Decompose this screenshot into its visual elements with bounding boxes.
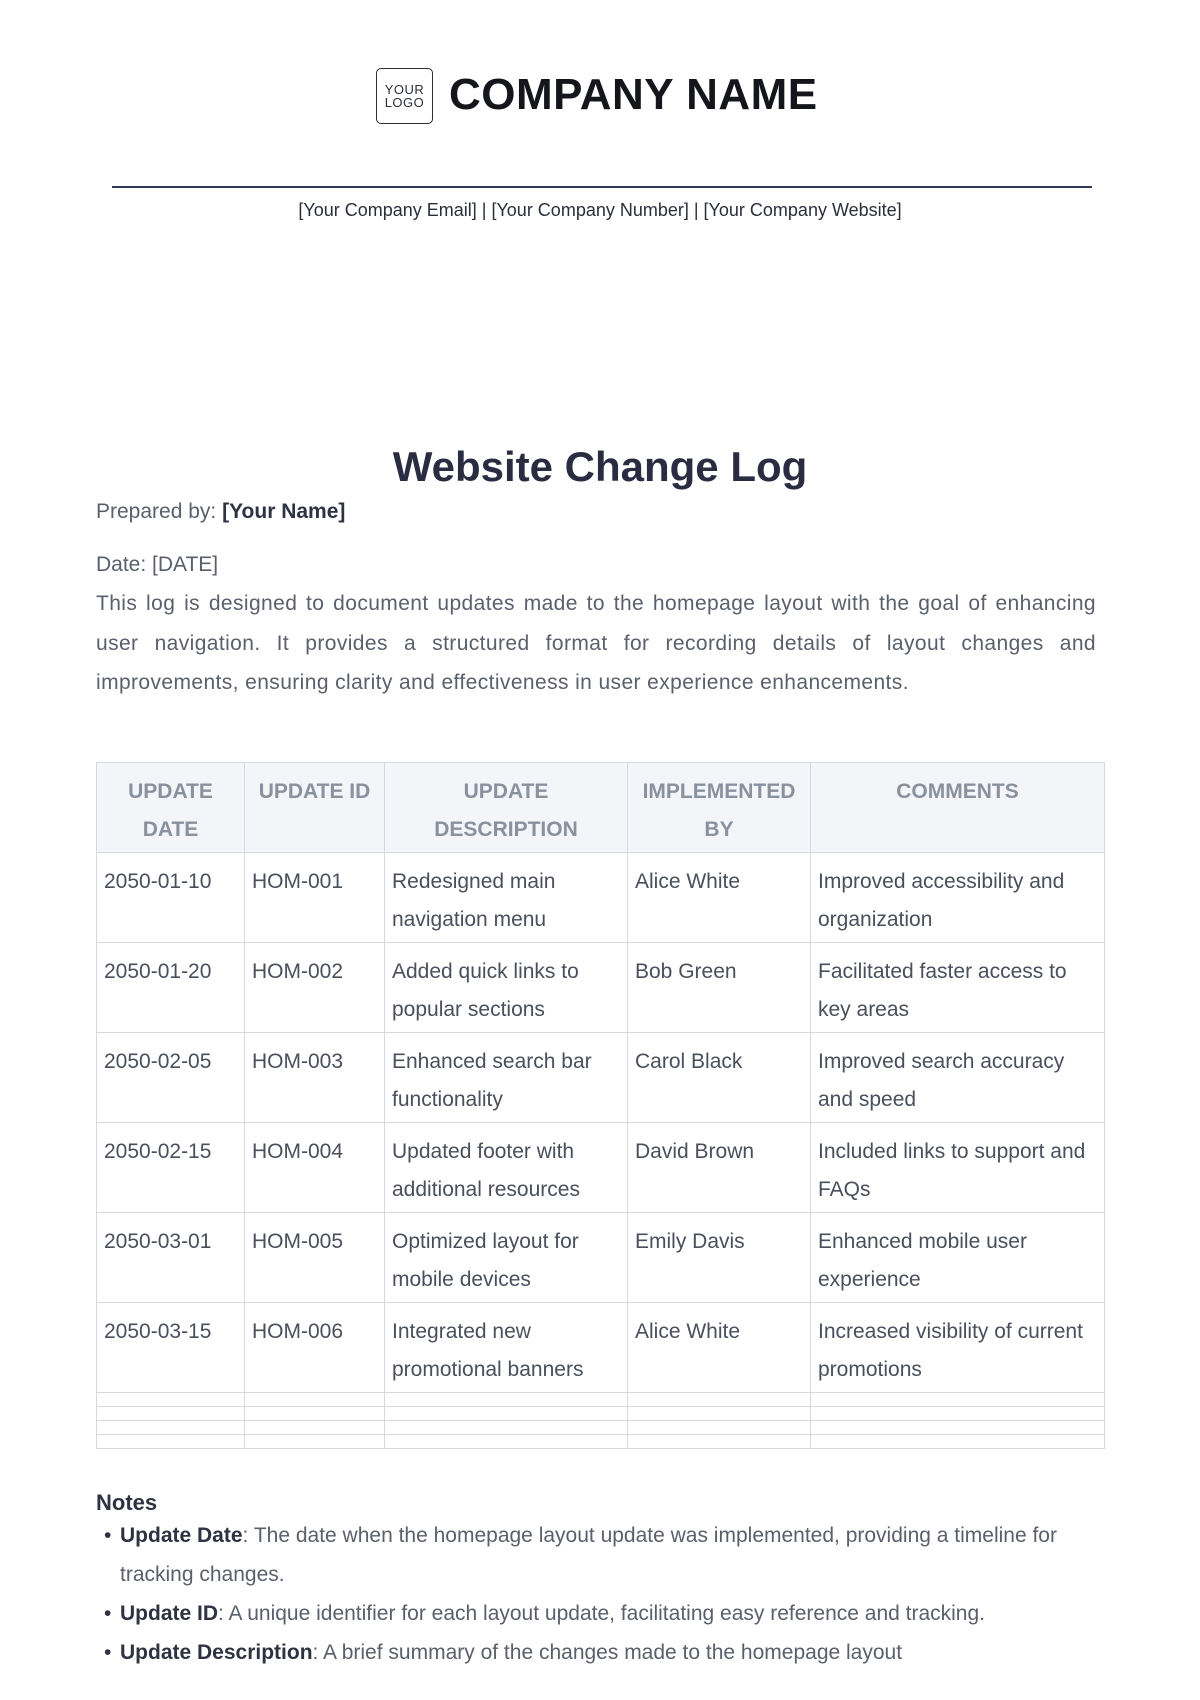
note-text: : The date when the homepage layout update was implemented, providing a timeline for tracking changes. [120, 1524, 1057, 1586]
table-row [97, 853, 1105, 943]
cell-update-id: HOM-002 [245, 943, 385, 1033]
intro-paragraph: This log is designed to document updates made to the homepage layout with the goal of enhancing user navigation. It provides a structured format for recording details of layout changes and improvements, ensuring clarity and effectiveness in user experience enhancements. [96, 592, 1096, 694]
company-contact-line: [Your Company Email] | [Your Company Number] | [Your Company Website] [298, 200, 902, 220]
company-name: COMPANY NAME [449, 70, 818, 119]
cell-comments: Enhanced mobile user experience [811, 1213, 1105, 1303]
cell-update-date: 2050-01-10 [97, 853, 245, 943]
cell-implemented-by: Alice White [628, 1303, 811, 1393]
note-term: Update Date [120, 1524, 243, 1547]
cell-update-id: HOM-001 [245, 853, 385, 943]
note-text: : A brief summary of the changes made to the homepage layout [312, 1641, 903, 1664]
prepared-by [96, 500, 345, 524]
table-row [97, 1303, 1105, 1393]
header-update-id: UPDATE ID [245, 763, 385, 853]
table-row [97, 1213, 1105, 1303]
cell-update-date: 2050-02-05 [97, 1033, 245, 1123]
cell-implemented-by: Carol Black [628, 1033, 811, 1123]
blank-table-row [97, 1421, 1105, 1435]
logo-placeholder [376, 68, 433, 124]
cell-implemented-by: Bob Green [628, 943, 811, 1033]
blank-table-row [97, 1435, 1105, 1449]
note-term: Update ID [120, 1602, 219, 1625]
cell-update-id: HOM-006 [245, 1303, 385, 1393]
prepared-by-value: [Your Name] [222, 500, 346, 523]
list-item [120, 1594, 1120, 1633]
cell-update-description: Updated footer with additional resources [385, 1123, 628, 1213]
cell-update-date: 2050-03-15 [97, 1303, 245, 1393]
cell-update-description: Redesigned main navigation menu [385, 853, 628, 943]
list-item [120, 1633, 1120, 1672]
cell-update-date: 2050-03-01 [97, 1213, 245, 1303]
table-row [97, 1123, 1105, 1213]
table-row [97, 1033, 1105, 1123]
blank-table-row [97, 1393, 1105, 1407]
cell-comments: Improved search accuracy and speed [811, 1033, 1105, 1123]
cell-comments: Included links to support and FAQs [811, 1123, 1105, 1213]
cell-comments: Increased visibility of current promotions [811, 1303, 1105, 1393]
cell-comments: Improved accessibility and organization [811, 853, 1105, 943]
cell-update-id: HOM-004 [245, 1123, 385, 1213]
cell-implemented-by: David Brown [628, 1123, 811, 1213]
note-term: Update Description [120, 1641, 313, 1664]
header-update-description: UPDATE DESCRIPTION [385, 763, 628, 853]
list-item [120, 1516, 1120, 1594]
cell-update-description: Added quick links to popular sections [385, 943, 628, 1033]
cell-update-date: 2050-02-15 [97, 1123, 245, 1213]
table-row [97, 943, 1105, 1033]
prepared-by-label: Prepared by: [96, 500, 217, 523]
document-title: Website Change Log [392, 443, 808, 490]
header-implemented-by: IMPLEMENTED BY [628, 763, 811, 853]
change-log-table [96, 762, 1105, 1449]
cell-update-description: Integrated new promotional banners [385, 1303, 628, 1393]
cell-comments: Facilitated faster access to key areas [811, 943, 1105, 1033]
header-divider [112, 186, 1092, 188]
header-comments: COMMENTS [811, 763, 1105, 853]
note-text: : A unique identifier for each layout update, facilitating easy reference and tracking. [218, 1602, 985, 1625]
logo-text-line2: LOGO [384, 95, 425, 110]
blank-table-row [97, 1407, 1105, 1421]
cell-update-description: Enhanced search bar functionality [385, 1033, 628, 1123]
cell-implemented-by: Emily Davis [628, 1213, 811, 1303]
table-header-row [97, 763, 1105, 853]
cell-update-id: HOM-005 [245, 1213, 385, 1303]
header [0, 66, 1200, 128]
cell-update-id: HOM-003 [245, 1033, 385, 1123]
notes-title: Notes [96, 1490, 158, 1515]
logo-text-line1: YOUR [384, 82, 425, 97]
header-update-date: UPDATE DATE [97, 763, 245, 853]
notes-list [96, 1516, 1120, 1672]
cell-implemented-by: Alice White [628, 853, 811, 943]
cell-update-date: 2050-01-20 [97, 943, 245, 1033]
document-date: Date: [DATE] [96, 553, 219, 576]
cell-update-description: Optimized layout for mobile devices [385, 1213, 628, 1303]
